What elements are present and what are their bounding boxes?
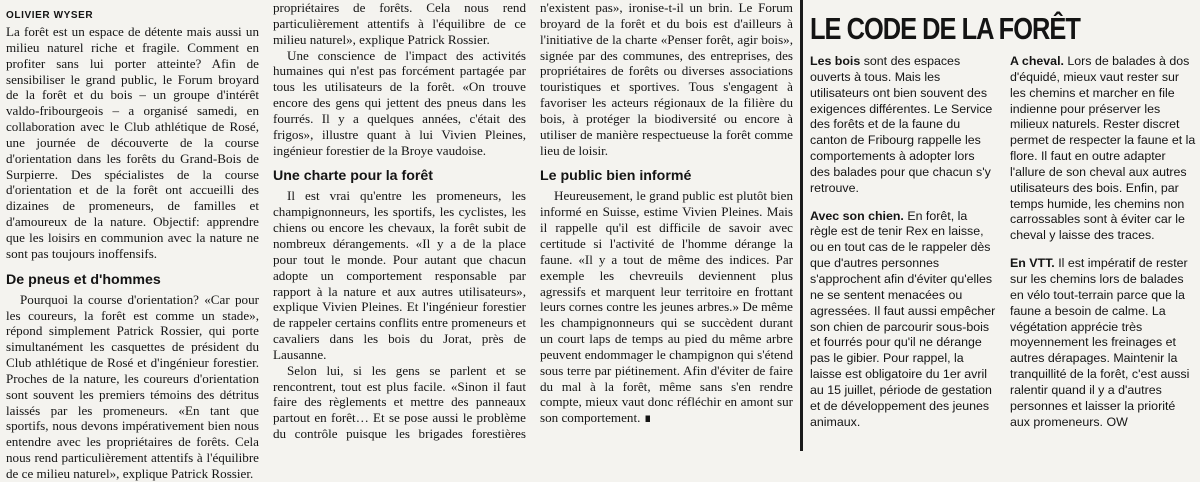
box-section-vtt [1010, 256, 1196, 430]
subheading-public: Le public bien informé [540, 168, 692, 185]
box-title: LE CODE DE LA FORÊT [810, 11, 1080, 46]
article-paragraph-3: Il est vrai qu'entre les promeneurs, les champignonneurs, les sportifs, les cyclistes, les chiens ou encore les chevaux, la forêt subit de nombreux dérangements. «Il y a de la place pour tout le monde. Pour autant que chacun adopte un comportement responsable par rapport à la nature et aux autres utilisateurs», explique Vivien Pleines. Et l'ingénieur forestier de rappeler certains conflits entre promeneurs et cavaliers dans les bois du Jorat, près de Lausanne. [273, 188, 526, 362]
box-section-vtt-lead: En VTT. [1010, 256, 1055, 271]
article-paragraph-4: Selon lui, si les gens se parlent et se rencontrent, tout est plus facile. «Sinon il faut faire des règlements et mettre des panneaux partout en forêt… Et se pose aussi le problème du contrôle puisque les brigades forestières n'existent pas», ironise-t-il un brin. Le Forum broyard de la forêt et du bois est d'ailleurs à l'initiative de la charte «Penser forêt, agir bois», signée par des communes, des entreprises, des propriétaires de forêts ou diverses associations touristiques et sportives. Tous s'engagent à favoriser les acteurs régionaux de la filière du bois, à protéger la biodiversité ou encore à utiliser de manière respectueuse la forêt comme lieu de loisir. [273, 0, 793, 442]
box-section-cheval-lead: A cheval. [1010, 54, 1064, 68]
box-divider [800, 0, 803, 451]
subheading-pneus: De pneus et d'hommes [6, 271, 161, 288]
article-column-1 [6, 0, 259, 481]
article-paragraph-2: Une conscience de l'impact des activités humaines qui n'est pas forcément partagée par tous les utilisateurs de la forêt. «On trouve encore des gens qui jettent des pneus dans les fourrés. Il y a quelques années, c'était des frigos», illustre quant à lui Vivien Pleines, ingénieur forestier de la Broye vaudoise. [273, 47, 526, 158]
box-section-intro-lead: Les bois [810, 54, 861, 68]
box-section-chien [810, 209, 996, 431]
box-section-cheval-text: Lors de balades à dos d'équidé, mieux vaut rester sur les chemins et marcher en file indienne pour préserver les milieux naturels. Rester discret permet de respecter la faune et la flore. Il faut en outre adapter l'allure de son cheval aux autres utilisateurs des bois. Enfin, par temps humide, les chemins non carrossables sont à éviter car le cheval y laisse des traces. [1010, 54, 1196, 243]
article-paragraph-5 [540, 188, 793, 426]
author-byline: OLIVIER WYSER [6, 10, 94, 21]
box-section-chien-lead: Avec son chien. [810, 208, 904, 223]
box-section-cheval [1010, 54, 1196, 244]
box-signature: OW [1106, 414, 1128, 429]
box-section-chien-text: En forêt, la règle est de tenir Rex en laisse, ou en tout cas de le rappeler dès que d'autres personnes s'approchent afin d'éviter qu'elles ne se sentent menacées ou agressées. Il faut aussi empêcher son chien de parcourir sous-bois et fourrés pour qu'il ne dérange pas le gibier. Pour rappel, la laisse est obligatoire du 1er avril au 15 juillet, période de gestation et de développement des jeunes animaux. [810, 208, 996, 429]
article-paragraph-1: Pourquoi la course d'orientation? «Car pour les coureurs, la forêt est comme un stade», répond simplement Patrick Rossier, qui porte simultanément les casquettes de président du Club athlétique de Rosé et d'ingénieur forestier. Proches de la nature, les coureurs d'orientation sont souvent les premiers témoins des détritus laissés par les promeneurs. «En tant que sportifs, nous devons impérativement bien nous entendre avec les propriétaires de forêts. Cela nous rend particulièrement attentifs à l'équilibre de ce milieu naturel», explique Patrick Rossier. [6, 291, 259, 481]
article-body [273, 0, 793, 451]
subheading-charte: Une charte pour la forêt [273, 168, 434, 185]
box-section-intro [810, 54, 996, 197]
box-body [810, 54, 1196, 449]
info-box [810, 0, 1196, 451]
box-section-vtt-text: Il est impératif de rester sur les chemins lors de balades en vélo tout-terrain parce que la faune a besoin de calme. La végétation apprécie très moyennement les freinages et autres dérapages. Maintenir la tranquillité de la forêt, c'est aussi ralentir quand il y a d'autres personnes et laisser la priorité aux promeneurs. [1010, 256, 1190, 429]
article-paragraph-5-text: Heureusement, le grand public est plutôt bien informé en Suisse, estime Vivien Pleines. Mais il rappelle qu'il est difficile de savoir avec certitude si l'activité de l'homme dérange la faune. «Il y a tout de même des indices. Par exemple les chevreuils deviennent plus agressifs et marquent leur territoire en frottant leurs cornes contre les jeunes arbres.» De même les champignonneurs qui se succèdent durant un court laps de temps au pied du même arbre peuvent endommager le champignon qui s'étend sous terre par piétinement. Afin d'éviter de faire du mal à la forêt, même sans s'en rendre compte, mieux vaut donc réfléchir en amont sur son comportement. [540, 188, 793, 426]
end-mark: ∎ [643, 410, 652, 426]
box-section-intro-text: sont des espaces ouverts à tous. Mais les utilisateurs ont bien souvent des exigences différentes. Le Service des forêts et de la faune du canton de Fribourg rappelle les comportements à adopter lors des balades pour que chacun s'y retrouve. [810, 54, 993, 195]
article-intro: La forêt est un espace de détente mais aussi un milieu naturel riche et fragile. Comment en profiter sans lui porter atteinte? Afin de sensibiliser le grand public, le Forum broyard de la forêt et du bois – un groupe d'intérêt valdo-fribourgeois – a organisé samedi, en collaboration avec le Club athlétique de Rosé, une journée de découverte de la course d'orientation dans les forêts du Grand-Bois de Surpierre. Des spécialistes de la course d'orientation et de la forêt ont accueilli des dizaines de promeneurs, de familles et d'amoureux de la nature. Objectif: apprendre que les loisirs en communion avec la nature ne sont pas toujours inoffensifs. [6, 24, 259, 261]
article-paragraph-1-tail: propriétaires de forêts. Cela nous rend particulièrement attentifs à l'équilibre de ce milieu naturel», explique Patrick Rossier. [273, 0, 526, 47]
